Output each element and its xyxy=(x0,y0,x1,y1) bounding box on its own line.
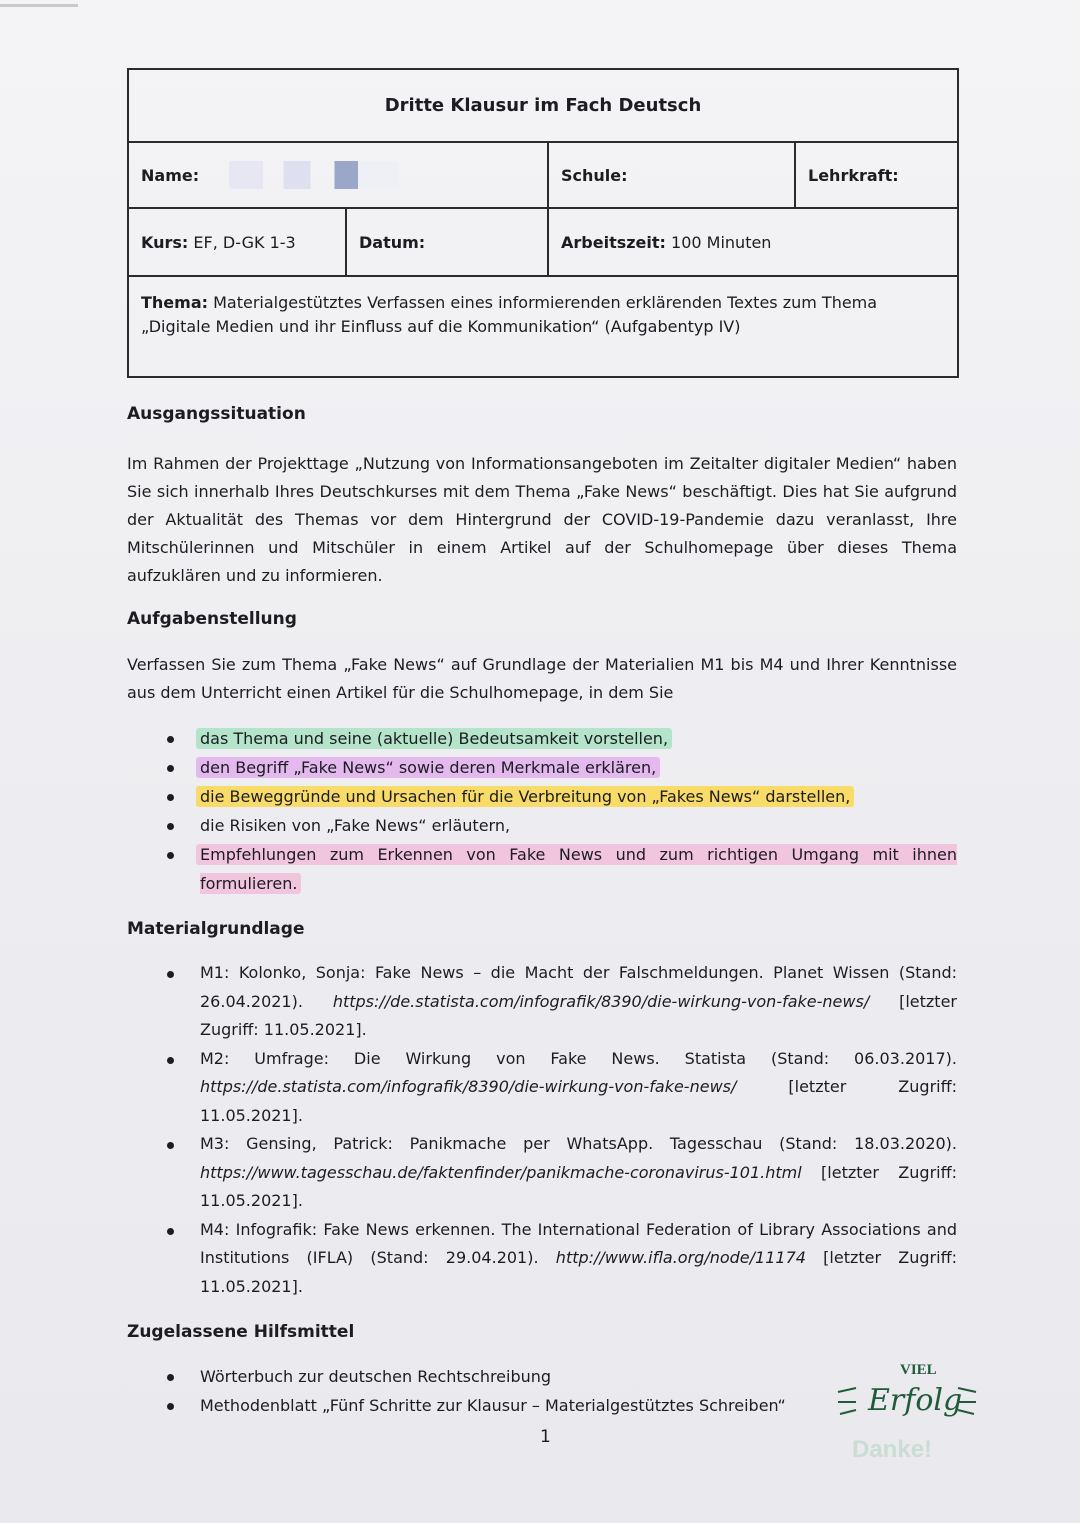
page-edge-mark xyxy=(0,4,78,7)
list-item xyxy=(127,753,987,782)
material-url: https://www.tagesschau.de/faktenfinder/panikmache-coronavirus-101.html xyxy=(200,1162,802,1182)
list-item xyxy=(127,840,987,898)
arbeitszeit-label: Arbeitszeit: xyxy=(561,232,666,252)
bullet-icon xyxy=(167,1374,174,1381)
arbeitszeit-cell xyxy=(549,209,957,275)
task-text: den Begriff „Fake News“ sowie deren Merkmale erklären, xyxy=(196,757,660,778)
thema-line-2: „Digitale Medien und ihr Einfluss auf die Kommunikation“ (Aufgabentyp IV) xyxy=(141,317,741,336)
datum-label: Datum: xyxy=(359,232,426,252)
task-list xyxy=(127,724,987,898)
material-url: https://de.statista.com/infografik/8390/die-wirkung-von-fake-news/ xyxy=(332,991,870,1011)
lehrkraft-cell xyxy=(796,143,957,207)
schule-cell xyxy=(549,143,794,207)
material-access: [letzter Zugriff: 11.05.2021]. xyxy=(200,1077,957,1125)
exam-title: Dritte Klausur im Fach Deutsch xyxy=(129,70,957,143)
list-item xyxy=(127,724,987,753)
material-text: M1: Kolonko, Sonja: Fake News – die Macht der Falschmeldungen. Planet Wissen (Stand: 26.04.2021). xyxy=(200,963,957,1011)
page-number: 1 xyxy=(540,1427,551,1447)
hilfsmittel-text: Wörterbuch zur deutschen Rechtschreibung xyxy=(200,1367,552,1386)
exam-header-table xyxy=(127,68,959,378)
name-label: Name: xyxy=(141,165,200,185)
material-access: [letzter Zugriff: 11.05.2021]. xyxy=(200,1162,957,1210)
list-item xyxy=(127,782,987,811)
arbeitszeit-value: 100 Minuten xyxy=(671,232,772,252)
task-text: das Thema und seine (aktuelle) Bedeutsamkeit vorstellen, xyxy=(196,728,672,749)
task-text: die Risiken von „Fake News“ erläutern, xyxy=(200,816,511,835)
thema-text-1: Materialgestütztes Verfassen eines informierenden erklärenden Textes zum Thema xyxy=(213,293,878,312)
list-item xyxy=(127,959,987,1045)
name-redacted xyxy=(229,161,399,189)
kurs-label: Kurs: xyxy=(141,232,189,252)
heading-hilfsmittel: Zugelassene Hilfsmittel xyxy=(127,1322,355,1342)
thema-line-1 xyxy=(141,291,945,315)
lehrkraft-label: Lehrkraft: xyxy=(808,165,899,185)
bullet-icon xyxy=(167,1142,174,1149)
material-access: [letzter Zugriff: 11.05.2021]. xyxy=(200,991,957,1039)
list-item xyxy=(127,1045,987,1131)
heading-aufgabenstellung: Aufgabenstellung xyxy=(127,609,297,629)
header-row-kurs xyxy=(129,209,957,277)
kurs-cell xyxy=(129,209,345,275)
bullet-icon xyxy=(167,1228,174,1235)
schule-label: Schule: xyxy=(561,165,628,185)
kurs-value: EF, D-GK 1-3 xyxy=(193,232,296,252)
task-text: Empfehlungen zum Erkennen von Fake News und zum richtigen Umgang mit ihnen formulieren. xyxy=(196,844,957,894)
ausgangssituation-text: Im Rahmen der Projekttage „Nutzung von Informationsangeboten im Zeitalter digitaler Medien“ haben Sie sich innerhalb Ihres Deutschkurses mit dem Thema „Fake News“ beschäftigt. Dies hat Sie aufgrund der Aktualität des Themas vor dem Hintergrund der COVID-19-Pandemie dazu veranlasst, Ihre Mitschülerinnen und Mitschüler in einem Artikel auf der Schulhomepage über dieses Thema aufzuklären und zu informieren. xyxy=(127,454,957,585)
list-item xyxy=(127,1216,987,1302)
sticker-main-text: Erfolg xyxy=(868,1383,963,1418)
sticker-top-text: VIEL xyxy=(900,1362,937,1378)
heading-materialgrundlage: Materialgrundlage xyxy=(127,919,305,939)
material-text: M4: Infografik: Fake News erkennen. The International Federation of Library Associations and Institutions (IFLA) (Stand: 29.04.201). xyxy=(200,1219,957,1267)
task-text: die Beweggründe und Ursachen für die Verbreitung von „Fakes News“ darstellen, xyxy=(196,786,854,807)
bullet-icon xyxy=(167,794,174,801)
heading-ausgangssituation: Ausgangssituation xyxy=(127,404,306,424)
list-item xyxy=(127,1130,987,1216)
sticker-bottom-text: Danke! xyxy=(852,1436,933,1463)
material-text: M2: Umfrage: Die Wirkung von Fake News. Statista (Stand: 06.03.2017). xyxy=(200,1048,957,1068)
header-row-thema xyxy=(129,277,957,376)
sticker-stroke xyxy=(838,1388,856,1392)
material-list xyxy=(127,959,987,1301)
datum-cell xyxy=(347,209,547,275)
bullet-icon xyxy=(167,823,174,830)
aufgabenstellung-intro: Verfassen Sie zum Thema „Fake News“ auf Grundlage der Materialien M1 bis M4 und Ihrer Kenntnisse aus dem Unterricht einen Artikel für die Schulhomepage, in dem Sie xyxy=(127,655,957,702)
hilfsmittel-text: Methodenblatt „Fünf Schritte zur Klausur – Materialgestütztes Schreiben“ xyxy=(200,1396,786,1415)
material-text: M3: Gensing, Patrick: Panikmache per WhatsApp. Tagesschau (Stand: 18.03.2020). xyxy=(200,1134,957,1153)
bullet-icon xyxy=(167,852,174,859)
sticker-stroke xyxy=(840,1410,856,1414)
bullet-icon xyxy=(167,736,174,743)
bullet-icon xyxy=(167,971,174,978)
material-access: [letzter Zugriff: 11.05.2021]. xyxy=(200,1248,957,1296)
name-cell xyxy=(129,143,547,207)
viel-erfolg-sticker xyxy=(830,1352,990,1472)
bullet-icon xyxy=(167,765,174,772)
bullet-icon xyxy=(167,1403,174,1410)
bullet-icon xyxy=(167,1057,174,1064)
thema-label: Thema: xyxy=(141,293,209,312)
material-url: https://de.statista.com/infografik/8390/die-wirkung-von-fake-news/ xyxy=(200,1077,737,1096)
list-item xyxy=(127,811,987,840)
header-row-name xyxy=(129,143,957,209)
material-url: http://www.ifla.org/node/11174 xyxy=(555,1248,806,1267)
